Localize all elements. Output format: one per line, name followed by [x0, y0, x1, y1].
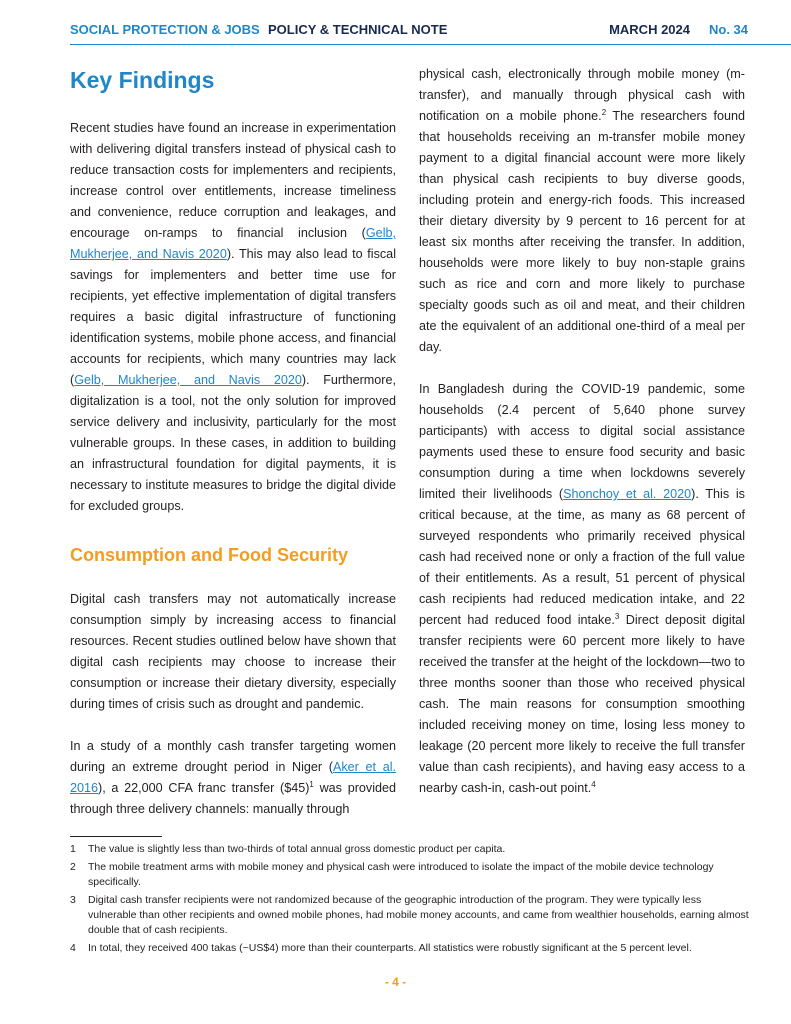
note-type-label: POLICY & TECHNICAL NOTE	[268, 22, 448, 37]
footnote: 4 In total, they received 400 takas (~US$4) more than their counterparts. All statistics were robustly significant at the 5 percent level.	[70, 942, 692, 954]
header-divider	[70, 44, 791, 45]
niger-study-paragraph: In a study of a monthly cash transfer targeting women during an extreme drought period in Niger (Aker et al. 2016), a 22,000 CFA franc transfer ($45)$^1$ was provided through three delivery channels: manually through	[70, 739, 397, 816]
left-column	[70, 60, 396, 820]
footnote: 1 The value is slightly less than two-thirds of total annual gross domestic product per capita.	[70, 843, 506, 855]
page-number: - 4 -	[384, 975, 407, 989]
publication-date: MARCH 2024	[609, 22, 690, 37]
consumption-paragraph: Digital cash transfers may not automatically increase consumption simply by increasing access to financial resources. Recent studies outlined below have shown that digital cash recipients may choose to increase their consumption or increase their dietary diversity, especially during times of crisis such as drought and pandemic.	[70, 592, 396, 711]
footnote: 3 Digital cash transfer recipients were not randomized because of the geographic introduction of the program. They were typically less vulnerable than other recipients and owned mobile phones, had mobile money accounts, and came from wealthier households, earning almost double that of cash recipients.	[70, 894, 749, 936]
citation-link[interactable]: Gelb, Mukherjee, and Navis 2020	[70, 226, 396, 261]
consumption-heading: Consumption and Food Security	[70, 545, 348, 565]
footnote: 2 The mobile treatment arms with mobile money and physical cash were introduced to isolate the impact of the mobile device technology specifically.	[70, 861, 714, 888]
footnote-ref: 2	[601, 107, 607, 117]
key-findings-paragraph: Recent studies have found an increase in experimentation with delivering digital transfers instead of physical cash to reduce transaction costs for implementers and recipients, increase control over entitlements, increase timeliness and convenience, reduce corruption and leakages, and encourage on-ramps to financial inclusion (Gelb, Mukherjee, and Navis 2020). This may also lead to fiscal savings for implementers and better time use for recipients, yet effective implementation of digital transfers requires a basic digital infrastructure of functioning identification systems, mobile phone access, and financial accounts for recipients, which many countries may lack (Gelb, Mukherjee, and Navis 2020). Furthermore, digitalization is a tool, not the only solution for improved service delivery and inclusivity, particularly for the most vulnerable groups. In these cases, in addition to building an infrastructural foundation for digital payments, it is necessary to institute measures to bridge the digital divide for excluded groups.	[70, 121, 396, 513]
citation-link[interactable]: Shonchoy et al. 2020	[563, 487, 692, 501]
citation-link[interactable]: Gelb, Mukherjee, and Navis 2020	[74, 373, 302, 387]
niger-study-continued: physical cash, electronically through mobile money (m-transfer), and manually through physical cash with notification on a mobile phone.$^2$ The researchers found that households receiving an m-transfer mobile money payment to a digital financial account were more likely than physical cash recipients to buy diverse goods, including protein and energy-rich foods. This increased their dietary diversity by 9 percent to 16 percent for at least six months after receiving the transfer. In addition, households were more likely to buy non-staple grains such as rice and corn and more likely to purchase specialty goods such as oil and meat, and their children ate the equivalent of an additional one-third of a meal per day.	[419, 67, 745, 354]
footnotes	[70, 842, 750, 959]
key-findings-heading: Key Findings	[70, 67, 215, 93]
footnote-ref: 1	[309, 779, 314, 789]
page-header	[70, 22, 748, 42]
right-column	[419, 64, 745, 799]
bangladesh-paragraph: In Bangladesh during the COVID-19 pandemic, some households (2.4 percent of 5,640 phone survey participants) with access to digital social assistance payments used these to ensure food security and basic consumption during a time when lockdowns severely limited their livelihoods (Shonchoy et al. 2020). This is critical because, at the time, as many as 68 percent of surveyed respondents who primarily received physical cash had received none or only a fraction of the full value of their entitlements. As a result, 51 percent of physical cash recipients had reduced medication intake, and 22 percent had reduced food intake.$^3$ Direct deposit digital transfer recipients were 60 percent more likely to have received the transfer at the height of the lockdown—two to three months sooner than those who received physical cash. The main reasons for consumption smoothing included receiving money on time, losing less money to leakage (20 percent more likely to receive the full transfer value than cash recipients), and having easy access to a nearby cash-in, cash-out point.$^4$	[419, 382, 745, 795]
citation-link[interactable]: Aker et al. 2016	[70, 760, 396, 795]
footnote-divider	[70, 836, 162, 837]
footnote-ref: 3	[614, 611, 620, 621]
series-label: SOCIAL PROTECTION & JOBS	[70, 22, 260, 37]
note-number: No. 34	[708, 22, 748, 37]
footnote-ref: 4	[591, 779, 596, 789]
